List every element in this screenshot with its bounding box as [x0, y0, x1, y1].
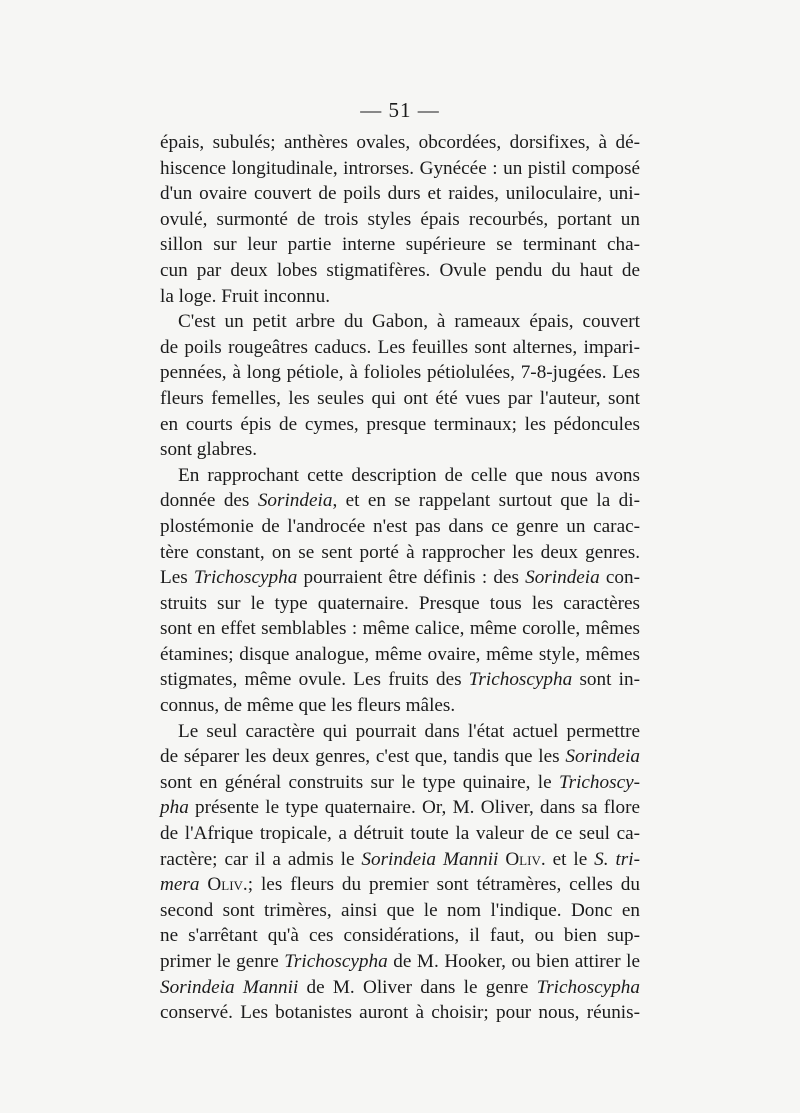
text-line: ovulé, surmonté de trois styles épais recourbés, portant un — [160, 208, 640, 230]
text-line: C'est un petit arbre du Gabon, à rameaux épais, couvert — [178, 311, 640, 333]
text-line: donnée des Sorindeia, et en se rappelant surtout que la di- — [160, 490, 640, 512]
text-line: mera Oliv.; les fleurs du premier sont tétramères, celles du — [160, 874, 640, 896]
text-line: fleurs femelles, les seules qui ont été vues par l'auteur, sont — [160, 387, 640, 409]
text-line: pennées, à long pétiole, à folioles pétiolulées, 7-8-jugées. Les — [160, 362, 640, 384]
text-line: struits sur le type quaternaire. Presque tous les caractères — [160, 592, 640, 614]
body-text — [160, 130, 640, 1026]
text-line: connus, de même que les fleurs mâles. — [160, 695, 456, 717]
text-line: d'un ovaire couvert de poils durs et raides, uniloculaire, uni- — [160, 183, 640, 205]
text-line: de l'Afrique tropicale, a détruit toute la valeur de ce seul ca- — [160, 823, 640, 845]
text-line: de poils rougeâtres caducs. Les feuilles sont alternes, impari- — [160, 336, 640, 358]
text-line: Le seul caractère qui pourrait dans l'état actuel permettre — [178, 720, 640, 742]
text-line: étamines; disque analogue, même ovaire, même style, mêmes — [160, 643, 640, 665]
text-line: pha présente le type quaternaire. Or, M. Oliver, dans sa flore — [160, 797, 640, 819]
text-line: primer le genre Trichoscypha de M. Hooker, ou bien attirer le — [160, 951, 640, 972]
text-line: de séparer les deux genres, c'est que, tandis que les Sorindeia — [160, 746, 640, 768]
text-line: épais, subulés; anthères ovales, obcordées, dorsifixes, à dé- — [160, 132, 640, 153]
text-line: hiscence longitudinale, introrses. Gynécée : un pistil composé — [160, 157, 640, 179]
text-line: sont glabres. — [160, 439, 257, 461]
text-line: second sont trimères, ainsi que le nom l'indique. Donc en — [160, 899, 640, 921]
text-line: stigmates, même ovule. Les fruits des Trichoscypha sont in- — [160, 669, 640, 691]
text-line: plostémonie de l'androcée n'est pas dans ce genre un carac- — [160, 515, 640, 537]
text-line: ractère; car il a admis le Sorindeia Mannii Oliv. et le S. tri- — [160, 848, 640, 870]
text-line: Les Trichoscypha pourraient être définis : des Sorindeia con- — [160, 567, 641, 589]
text-line: tère constant, on se sent porté à rapprocher les deux genres. — [160, 541, 640, 563]
text-line: cun par deux lobes stigmatifères. Ovule pendu du haut de — [160, 259, 640, 281]
text-line: sont en effet semblables : même calice, même corolle, mêmes — [160, 618, 640, 640]
text-line: sillon sur leur partie interne supérieure se terminant cha- — [160, 234, 640, 256]
text-line: en courts épis de cymes, presque terminaux; les pédoncules — [160, 413, 640, 435]
text-line: conservé. Les botanistes auront à choisir; pour nous, réunis- — [160, 1002, 640, 1024]
text-line: ne s'arrêtant qu'à ces considérations, il faut, ou bien sup- — [160, 925, 640, 947]
text-line: la loge. Fruit inconnu. — [160, 285, 330, 307]
page-number: — 51 — — [360, 98, 440, 122]
text-line: Sorindeia Mannii de M. Oliver dans le genre Trichoscypha — [160, 976, 640, 998]
text-line: En rapprochant cette description de celle que nous avons — [178, 464, 640, 486]
text-line: sont en général construits sur le type quinaire, le Trichoscy- — [160, 771, 640, 793]
